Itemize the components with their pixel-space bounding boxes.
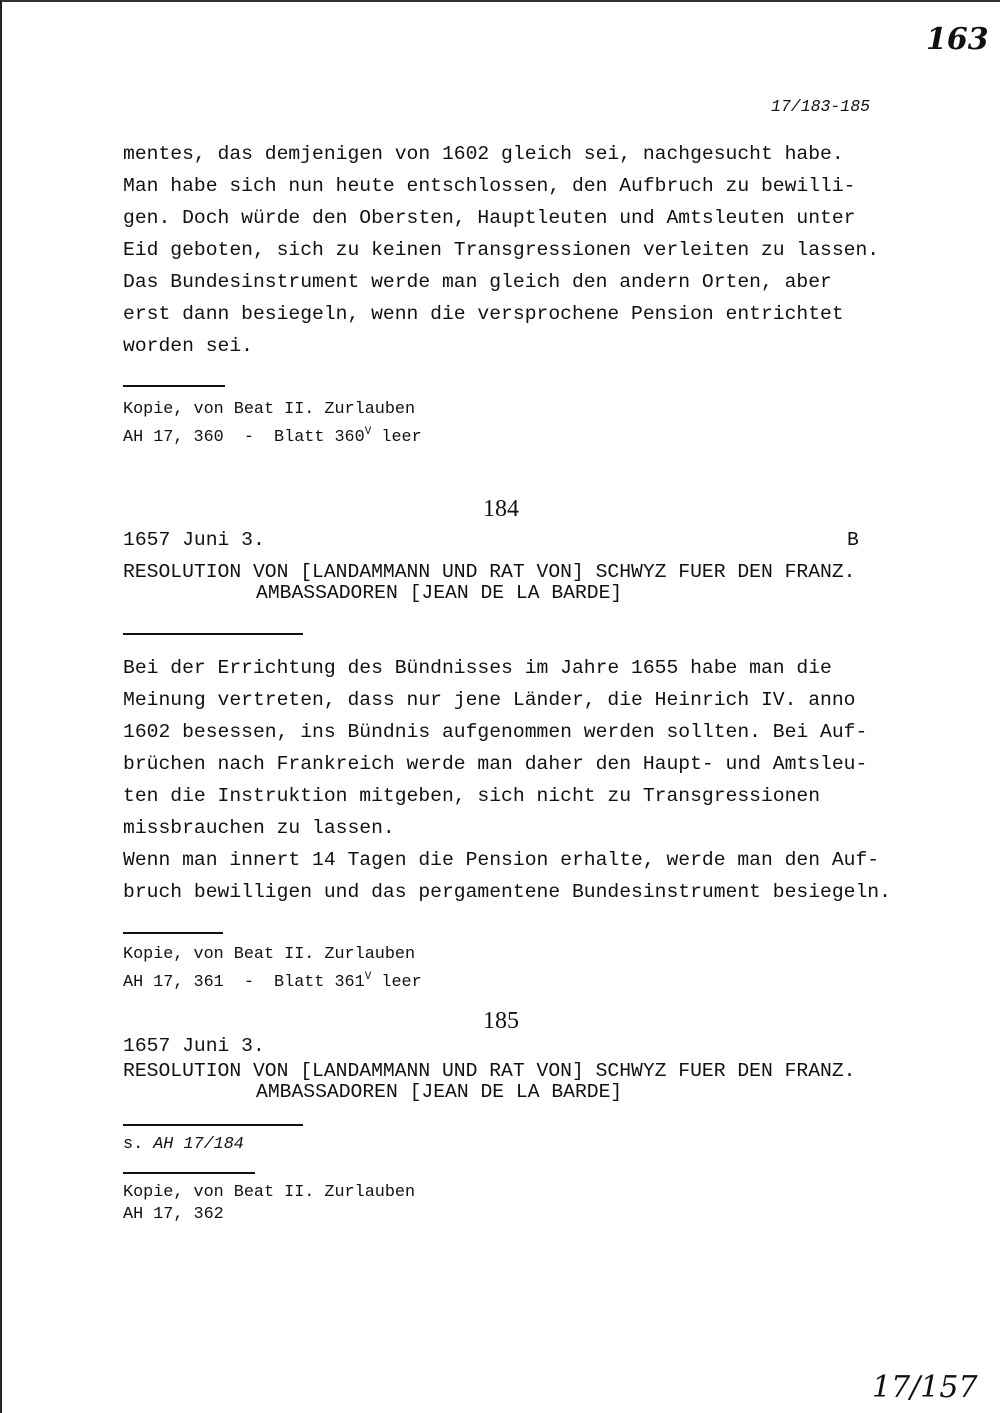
text-line: Wenn man innert 14 Tagen die Pension erhalte, werde man den Auf-	[123, 849, 880, 871]
text-line: Bei der Errichtung des Bündnisses im Jahre 1655 habe man die	[123, 657, 832, 679]
source-line: AH 17, 362	[123, 1205, 224, 1224]
text-line: ten die Instruktion mitgeben, sich nicht zu Transgressionen	[123, 785, 821, 807]
handwritten-folio-bottom: 17/157	[872, 1370, 978, 1405]
verso-sup: V	[364, 971, 372, 983]
source-line: Kopie, von Beat II. Zurlauben	[123, 945, 416, 964]
header-reference: 17/183-185	[771, 97, 871, 116]
entry-number: 185	[483, 1008, 519, 1034]
entry-title: AMBASSADOREN [JEAN DE LA BARDE]	[256, 582, 623, 604]
text-line: gen. Doch würde den Obersten, Hauptleuten und Amtsleuten unter	[123, 207, 856, 229]
text-line: Meinung vertreten, dass nur jene Länder, die Heinrich IV. anno	[123, 689, 856, 711]
source-line: Kopie, von Beat II. Zurlauben	[123, 1183, 416, 1202]
verso-sup: V	[364, 426, 372, 438]
text-line: Man habe sich nun heute entschlossen, den Aufbruch zu bewilli-	[123, 175, 856, 197]
text-line: bruch bewilligen und das pergamentene Bundesinstrument besiegeln.	[123, 881, 891, 903]
source-text: leer	[371, 973, 422, 992]
source-line	[123, 422, 422, 448]
entry-title: AMBASSADOREN [JEAN DE LA BARDE]	[256, 1081, 623, 1103]
text-line: Eid geboten, sich zu keinen Transgressionen verleiten zu lassen.	[123, 239, 880, 261]
text-line: erst dann besiegeln, wenn die versprochene Pension entrichtet	[123, 303, 844, 325]
source-text: AH 17, 361 - Blatt 361	[123, 973, 365, 992]
see-also	[123, 1135, 244, 1155]
handwritten-folio-top: 163	[926, 22, 989, 57]
text-line: Das Bundesinstrument werde man gleich den andern Orten, aber	[123, 271, 832, 293]
title-rule	[123, 1124, 303, 1126]
entry-title: RESOLUTION VON [LANDAMMANN UND RAT VON] SCHWYZ FUER DEN FRANZ.	[123, 561, 856, 583]
source-text: leer	[371, 428, 422, 447]
entry-date: 1657 Juni 3.	[123, 1035, 265, 1057]
entry-date: 1657 Juni 3.	[123, 529, 265, 551]
footnote-rule	[123, 932, 223, 934]
entry-title: RESOLUTION VON [LANDAMMANN UND RAT VON] SCHWYZ FUER DEN FRANZ.	[123, 1060, 856, 1082]
see-also-ref: AH 17/184	[153, 1135, 244, 1154]
footnote-rule	[123, 1172, 255, 1174]
footnote-rule	[123, 385, 225, 387]
entry-marker: B	[847, 529, 859, 551]
text-line: brüchen nach Frankreich werde man daher den Haupt- und Amtsleu-	[123, 753, 868, 775]
see-also-prefix: s.	[123, 1135, 154, 1154]
text-line: mentes, das demjenigen von 1602 gleich sei, nachgesucht habe.	[123, 143, 844, 165]
text-line: 1602 besessen, ins Bündnis aufgenommen werden sollten. Bei Auf-	[123, 721, 868, 743]
title-rule	[123, 633, 303, 635]
source-line	[123, 967, 422, 993]
text-line: missbrauchen zu lassen.	[123, 817, 395, 839]
source-text: AH 17, 360 - Blatt 360	[123, 428, 365, 447]
source-line: Kopie, von Beat II. Zurlauben	[123, 400, 416, 419]
entry-number: 184	[483, 496, 519, 522]
text-line: worden sei.	[123, 335, 253, 357]
